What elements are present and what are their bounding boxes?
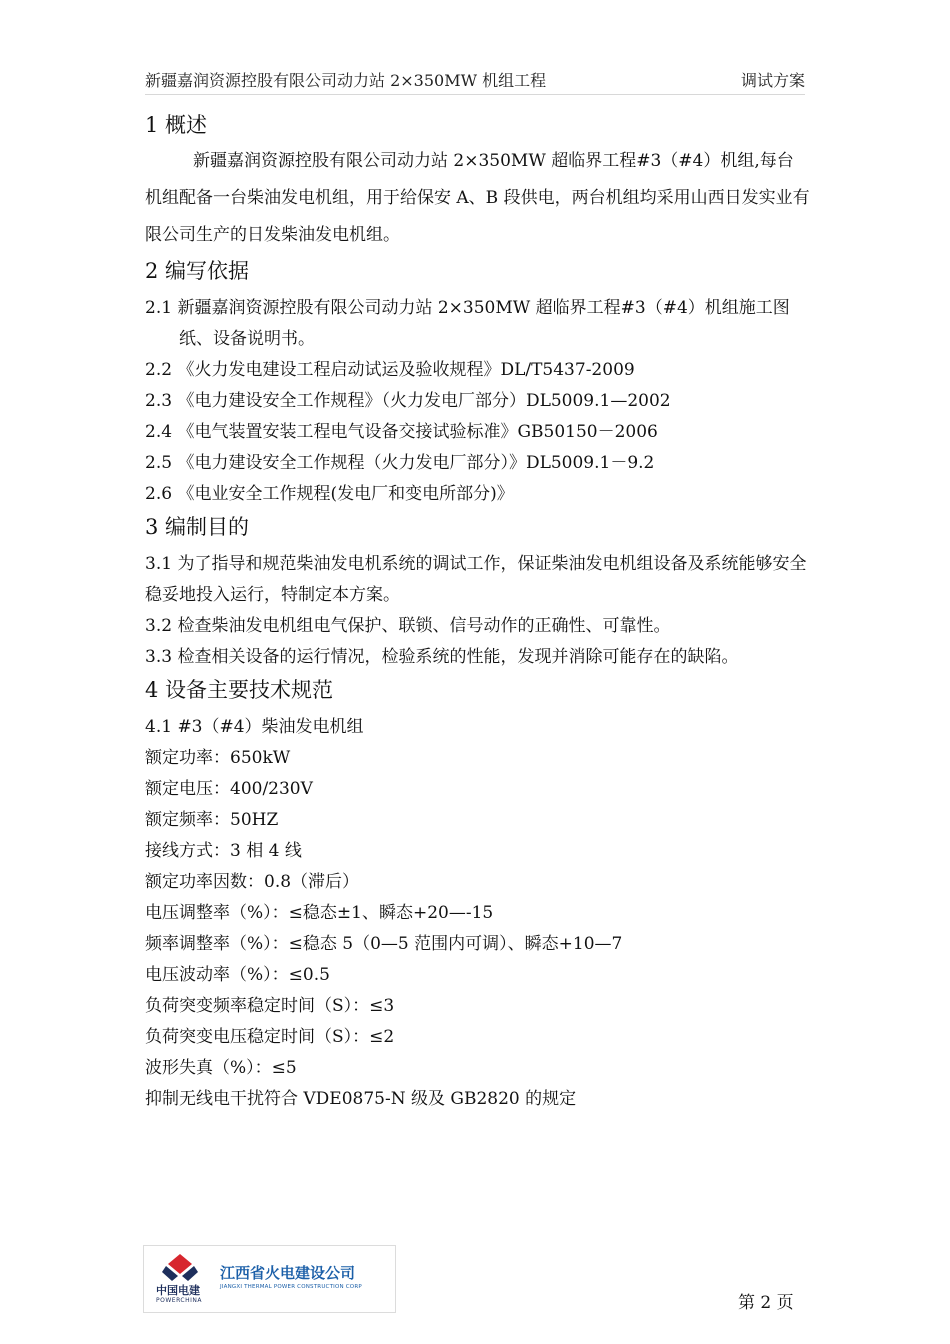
spec-line: 负荷突变电压稳定时间（S）：≤2 <box>145 1027 395 1047</box>
section-2-item: 2.6 《电业安全工作规程(发电厂和变电所部分)》 <box>145 484 514 504</box>
section-2-heading: 2 编写依据 <box>145 259 250 283</box>
logo-company-en: JIANGXI THERMAL POWER CONSTRUCTION CORP <box>220 1284 362 1290</box>
spec-line: 接线方式：3 相 4 线 <box>145 841 302 861</box>
section-3-item: 3.3 检查相关设备的运行情况，检验系统的性能，发现并消除可能存在的缺陷。 <box>145 647 739 667</box>
spec-line: 电压调整率（%）：≤稳态±1、瞬态+20—-15 <box>145 903 494 923</box>
section-3-item: 3.1 为了指导和规范柴油发电机系统的调试工作，保证柴油发电机组设备及系统能够安全稳妥地投入运行，特制定本方案。 <box>145 554 807 605</box>
spec-line: 负荷突变频率稳定时间（S）：≤3 <box>145 996 395 1016</box>
section-4-heading: 4 设备主要技术规范 <box>145 678 334 702</box>
powerchina-logo-icon <box>162 1254 198 1282</box>
section-3-heading: 3 编制目的 <box>145 515 250 539</box>
spec-line: 额定频率：50HZ <box>145 810 279 830</box>
section-2-item: 2.1 新疆嘉润资源控股有限公司动力站 2×350MW 超临界工程#3（#4）机组施工图纸、设备说明书。 <box>145 298 790 349</box>
section-2-item: 2.4 《电气装置安装工程电气设备交接试验标准》GB50150－2006 <box>145 422 658 442</box>
spec-subheading: 4.1 #3（#4）柴油发电机组 <box>145 717 364 737</box>
section-3-item: 3.2 检查柴油发电机组电气保护、联锁、信号动作的正确性、可靠性。 <box>145 616 671 636</box>
page-number: 第 2 页 <box>738 1293 794 1313</box>
spec-line: 抑制无线电干扰符合 VDE0875-N 级及 GB2820 的规定 <box>145 1089 577 1109</box>
company-logo <box>143 1245 396 1313</box>
section-1-heading: 1 概述 <box>145 113 208 137</box>
page-header <box>145 68 805 94</box>
section-2-item: 2.5 《电力建设安全工作规程（火力发电厂部分）》DL5009.1－9.2 <box>145 453 655 473</box>
spec-line: 波形失真（%）：≤5 <box>145 1058 297 1078</box>
header-project-title: 新疆嘉润资源控股有限公司动力站 2×350MW 机组工程 <box>145 71 547 90</box>
header-divider <box>145 94 805 95</box>
section-2-item: 2.2 《火力发电建设工程启动试运及验收规程》DL/T5437-2009 <box>145 360 635 380</box>
section-2-item: 2.3 《电力建设安全工作规程》（火力发电厂部分）DL5009.1—2002 <box>145 391 671 411</box>
spec-line: 频率调整率（%）：≤稳态 5（0—5 范围内可调）、瞬态+10—7 <box>145 934 623 954</box>
section-1-paragraph: 新疆嘉润资源控股有限公司动力站 2×350MW 超临界工程#3（#4）机组,每台机组配备一台柴油发电机组，用于给保安 A、B 段供电，两台机组均采用山西日发实业有限公司生产的日发柴油发电机组。 <box>145 151 810 245</box>
header-doc-type: 调试方案 <box>740 71 805 90</box>
logo-company-cn: 江西省火电建设公司 <box>220 1264 356 1282</box>
spec-line: 额定功率：650kW <box>145 748 291 768</box>
spec-line: 额定功率因数：0.8（滞后） <box>145 872 360 892</box>
logo-powerchina-en: POWERCHINA <box>156 1297 202 1304</box>
spec-line: 额定电压：400/230V <box>145 779 313 799</box>
spec-line: 电压波动率（%）：≤0.5 <box>145 965 330 985</box>
document-body <box>145 108 810 1115</box>
logo-powerchina-cn: 中国电建 <box>156 1284 200 1297</box>
